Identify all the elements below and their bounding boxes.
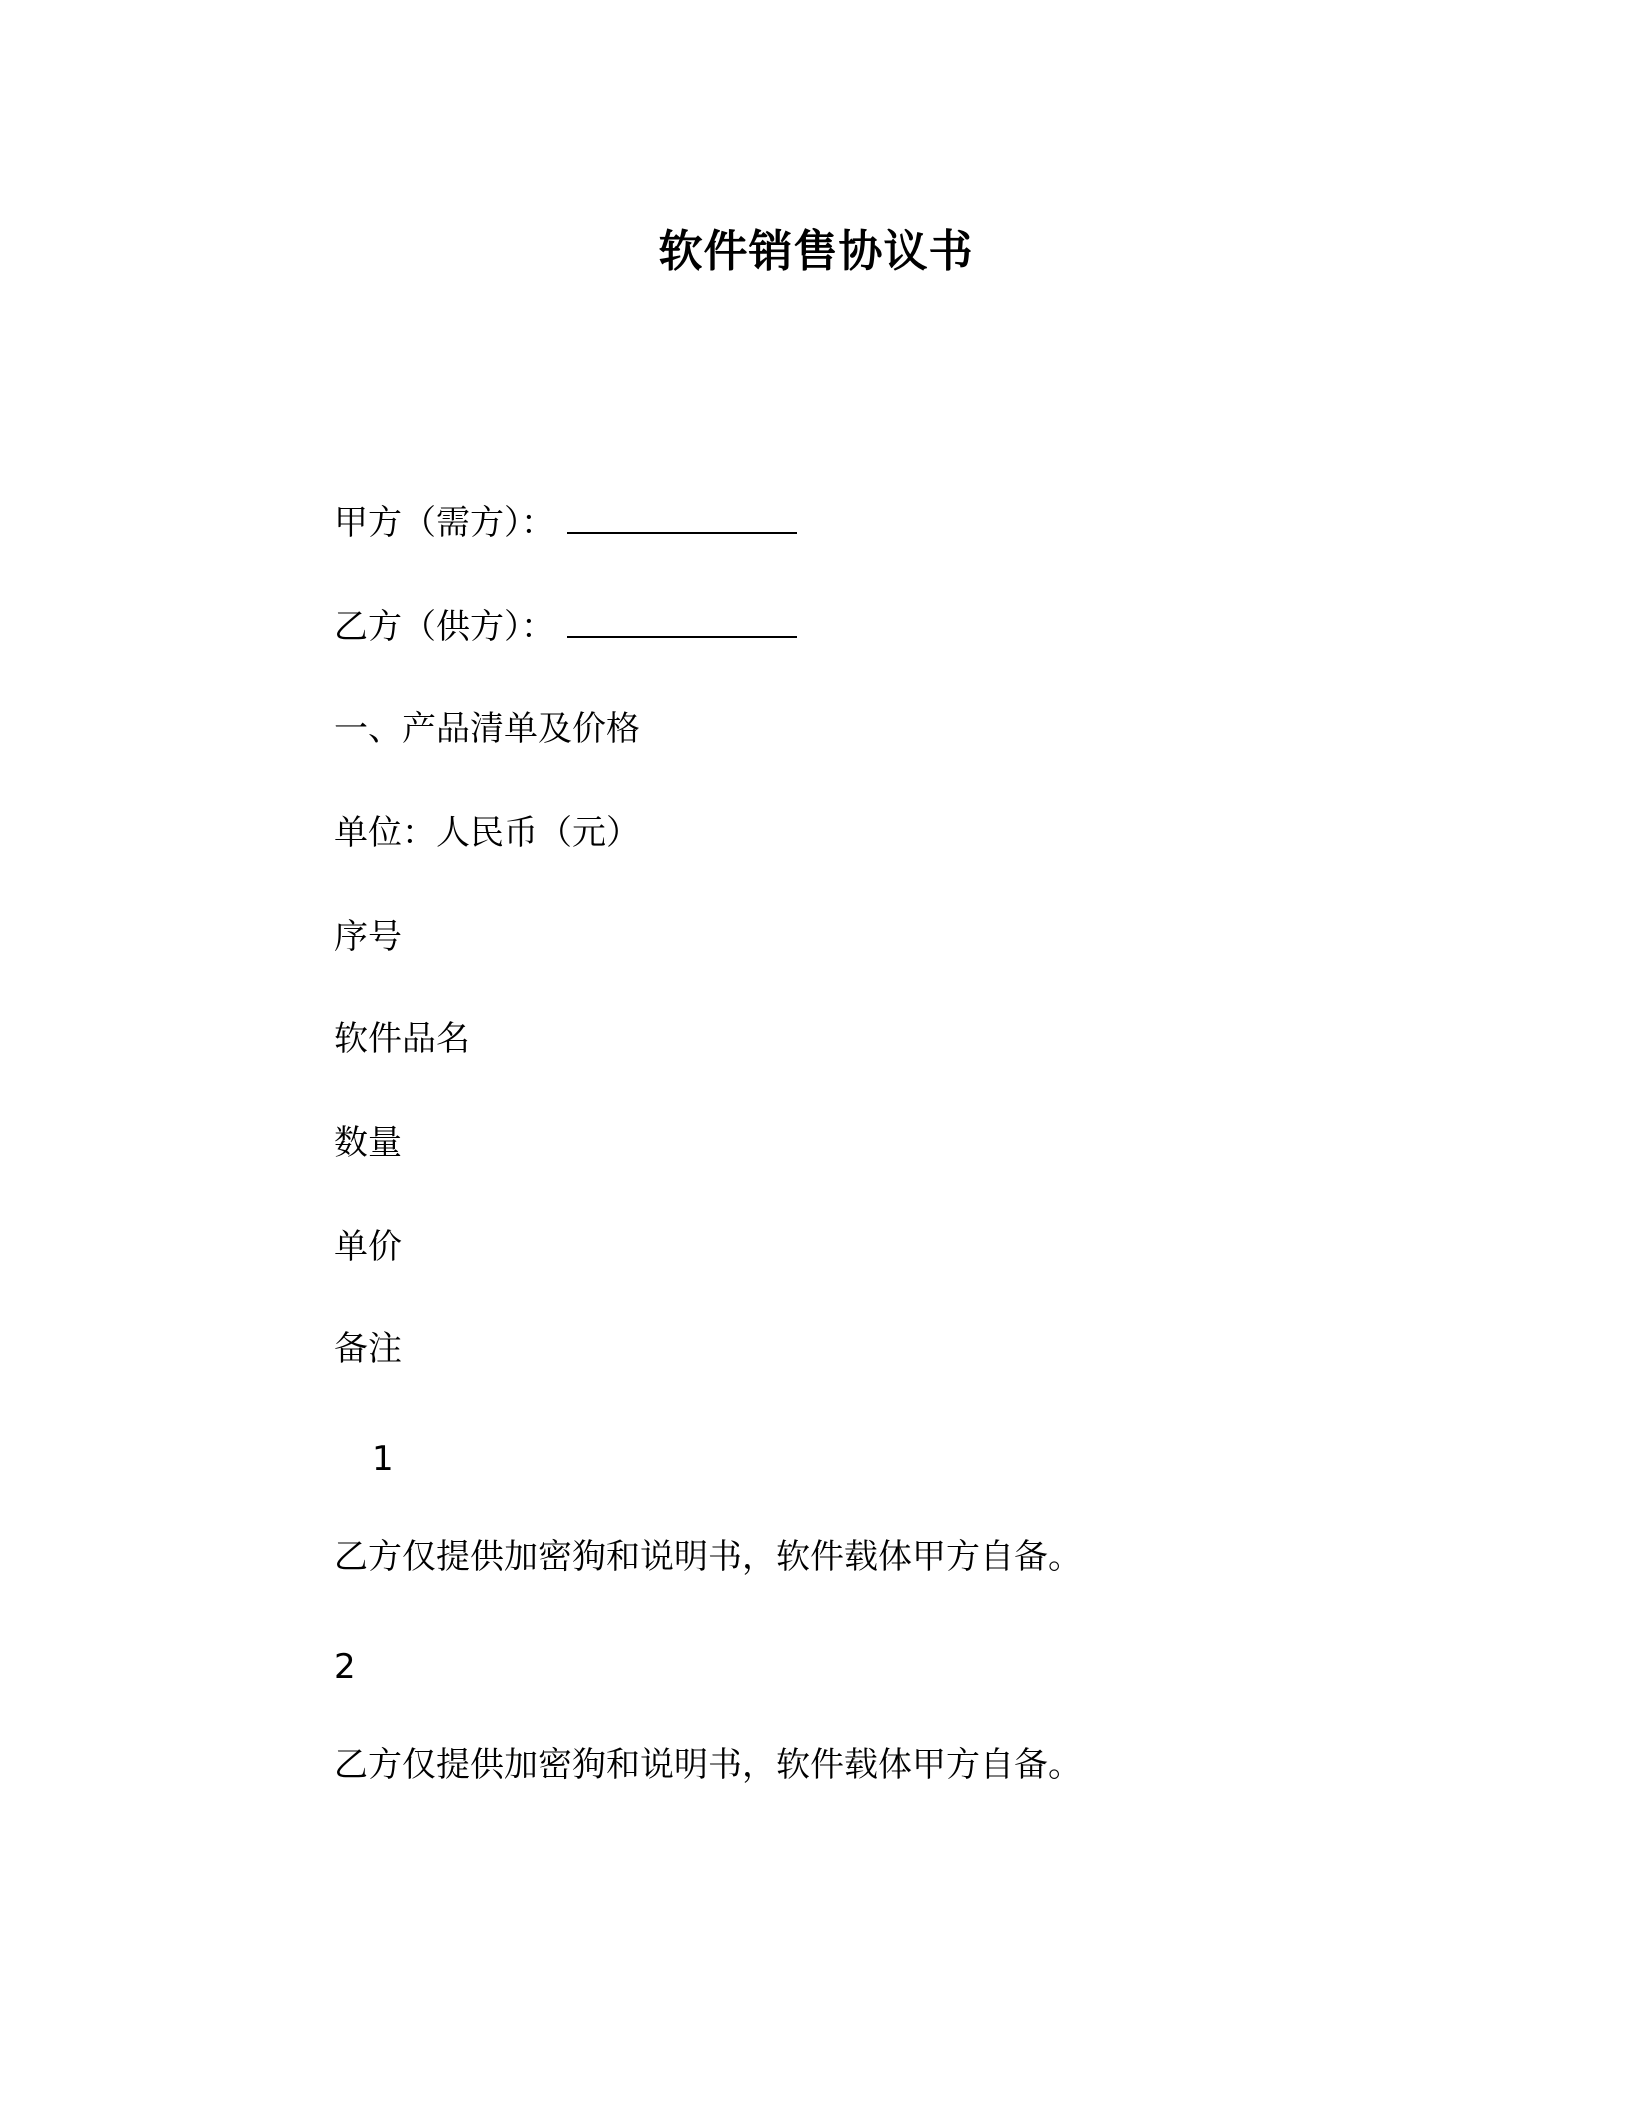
- party-a-label: 甲方（需方）：: [334, 503, 555, 543]
- party-a-line: [334, 498, 797, 548]
- section-heading: 一、产品清单及价格: [334, 709, 640, 749]
- party-b-line: [334, 602, 797, 652]
- column-header-quantity: 数量: [334, 1123, 402, 1163]
- party-b-blank: [567, 602, 797, 638]
- party-a-blank: [567, 498, 797, 534]
- column-header-index: 序号: [334, 917, 402, 957]
- document-title: 软件销售协议书: [658, 226, 974, 277]
- currency-unit: 单位：人民币（元）: [334, 813, 640, 853]
- column-header-product-name: 软件品名: [334, 1019, 470, 1059]
- row-2-index: 2: [334, 1647, 356, 1687]
- row-2-remarks: 乙方仅提供加密狗和说明书，软件载体甲方自备。: [334, 1745, 1082, 1785]
- row-1-remarks: 乙方仅提供加密狗和说明书，软件载体甲方自备。: [334, 1537, 1082, 1577]
- column-header-unit-price: 单价: [334, 1227, 402, 1267]
- party-b-label: 乙方（供方）：: [334, 607, 555, 647]
- row-1-index: 1: [372, 1439, 394, 1479]
- column-header-remarks: 备注: [334, 1329, 402, 1369]
